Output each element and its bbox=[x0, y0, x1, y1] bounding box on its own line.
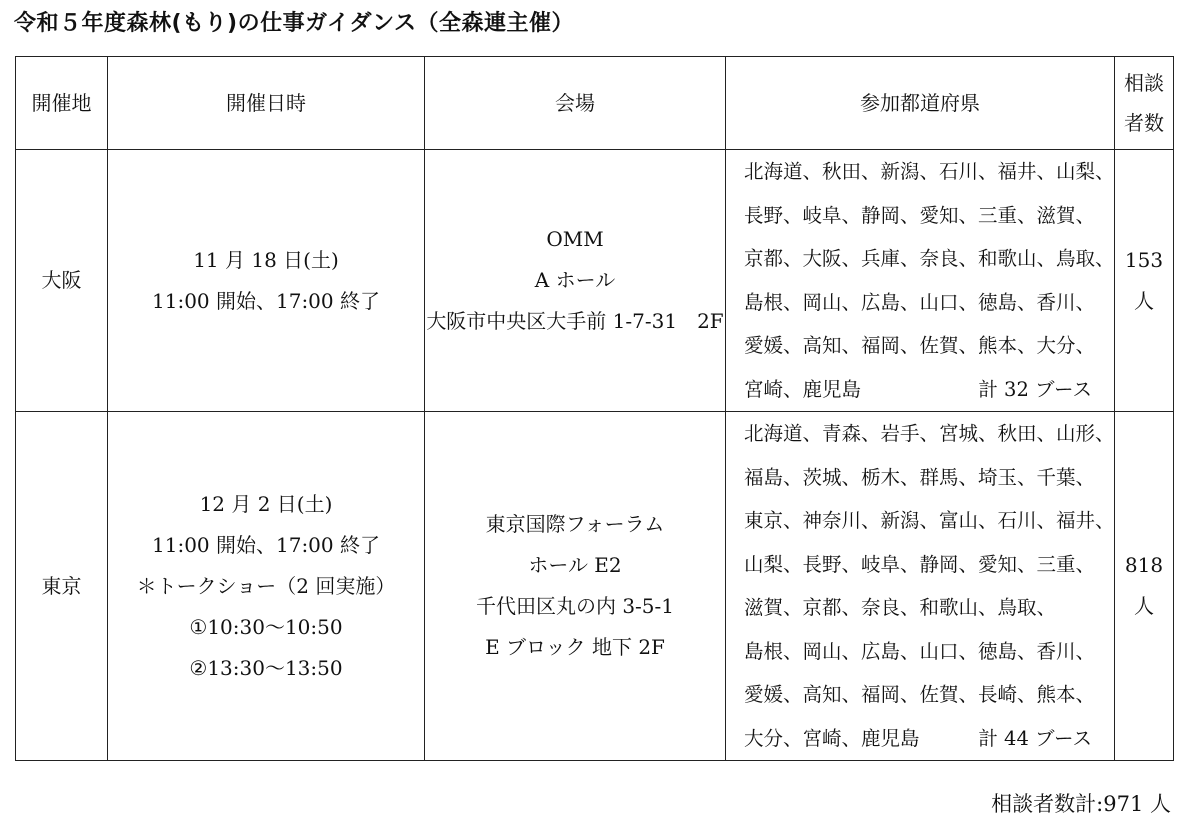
prefecture-line: 山梨、長野、岐阜、静岡、愛知、三重、 bbox=[744, 552, 1096, 576]
header-prefectures: 参加都道府県 bbox=[726, 57, 1115, 150]
datetime-line: 11:00 開始、17:00 終了 bbox=[152, 532, 380, 557]
venue-cell bbox=[425, 412, 726, 761]
header-visitors-line2: 者数 bbox=[1124, 111, 1164, 135]
datetime-line: 11 月 18 日(土) bbox=[193, 247, 339, 272]
header-location: 開催地 bbox=[16, 57, 108, 150]
venue-line: 千代田区丸の内 3-5-1 bbox=[475, 594, 675, 618]
header-visitors bbox=[1115, 57, 1174, 150]
prefecture-line bbox=[744, 717, 1114, 761]
visitors-unit: 人 bbox=[1134, 288, 1154, 313]
venue-line: OMM bbox=[546, 227, 604, 251]
datetime-cell bbox=[108, 150, 425, 412]
visitors-cell bbox=[1115, 150, 1174, 412]
prefecture-line: 北海道、秋田、新潟、石川、福井、山梨、 bbox=[744, 160, 1115, 183]
prefecture-line bbox=[744, 368, 1114, 412]
prefecture-line: 京都、大阪、兵庫、奈良、和歌山、鳥取、 bbox=[744, 247, 1115, 270]
booth-count: 計 32 ブース bbox=[978, 377, 1092, 401]
datetime-line: ②13:30～13:50 bbox=[189, 655, 343, 680]
datetime-line: 11:00 開始、17:00 終了 bbox=[152, 288, 380, 313]
table-row-tokyo bbox=[16, 412, 1174, 761]
guidance-table bbox=[15, 56, 1174, 761]
prefecture-line: 愛媛、高知、福岡、佐賀、長崎、熊本、 bbox=[744, 683, 1096, 706]
location-cell: 大阪 bbox=[16, 150, 108, 412]
table-header-row bbox=[16, 57, 1174, 150]
visitors-count: 818 bbox=[1124, 553, 1164, 577]
visitors-count: 153 bbox=[1124, 247, 1164, 272]
booth-count: 計 44 ブース bbox=[978, 726, 1092, 750]
datetime-cell bbox=[108, 412, 425, 761]
prefecture-line: 北海道、青森、岩手、宮城、秋田、山形、 bbox=[744, 422, 1115, 445]
page-title: 令和５年度森林(もり)の仕事ガイダンス（全森連主催） bbox=[14, 11, 575, 36]
prefecture-line: 愛媛、高知、福岡、佐賀、熊本、大分、 bbox=[744, 334, 1096, 357]
header-venue: 会場 bbox=[425, 57, 726, 150]
location-cell: 東京 bbox=[16, 412, 108, 761]
visitors-unit: 人 bbox=[1134, 594, 1154, 618]
prefecture-line: 滋賀、京都、奈良、和歌山、鳥取、 bbox=[744, 596, 1057, 619]
table-row-osaka bbox=[16, 150, 1174, 412]
prefecture-line: 東京、神奈川、新潟、富山、石川、福井、 bbox=[744, 509, 1115, 532]
venue-line: E ブロック 地下 2F bbox=[485, 635, 665, 659]
datetime-line: ＊トークショー（2 回実施） bbox=[136, 573, 396, 598]
venue-line: 東京国際フォーラム bbox=[485, 512, 665, 536]
prefecture-line: 島根、岡山、広島、山口、徳島、香川、 bbox=[744, 639, 1096, 663]
prefecture-line: 長野、岐阜、静岡、愛知、三重、滋賀、 bbox=[744, 203, 1096, 227]
prefectures-cell bbox=[726, 150, 1115, 412]
visitors-cell bbox=[1115, 412, 1174, 761]
prefecture-line: 福島、茨城、栃木、群馬、埼玉、千葉、 bbox=[744, 465, 1096, 489]
total-visitors: 相談者数計:971 人 bbox=[991, 792, 1171, 816]
prefectures-cell bbox=[726, 412, 1115, 761]
venue-line: A ホール bbox=[534, 268, 616, 292]
venue-line: 大阪市中央区大手前 1-7-31 2F bbox=[426, 309, 724, 333]
venue-cell bbox=[425, 150, 726, 412]
datetime-line: 12 月 2 日(土) bbox=[199, 491, 333, 516]
venue-line: ホール E2 bbox=[528, 553, 622, 577]
datetime-line: ①10:30～10:50 bbox=[189, 614, 343, 639]
header-datetime: 開催日時 bbox=[108, 57, 425, 150]
header-visitors-line1: 相談 bbox=[1124, 71, 1164, 95]
prefecture-line: 島根、岡山、広島、山口、徳島、香川、 bbox=[744, 290, 1096, 314]
prefecture-line-text: 宮崎、鹿児島 bbox=[744, 377, 862, 401]
prefecture-line-text: 大分、宮崎、鹿児島 bbox=[744, 726, 920, 750]
